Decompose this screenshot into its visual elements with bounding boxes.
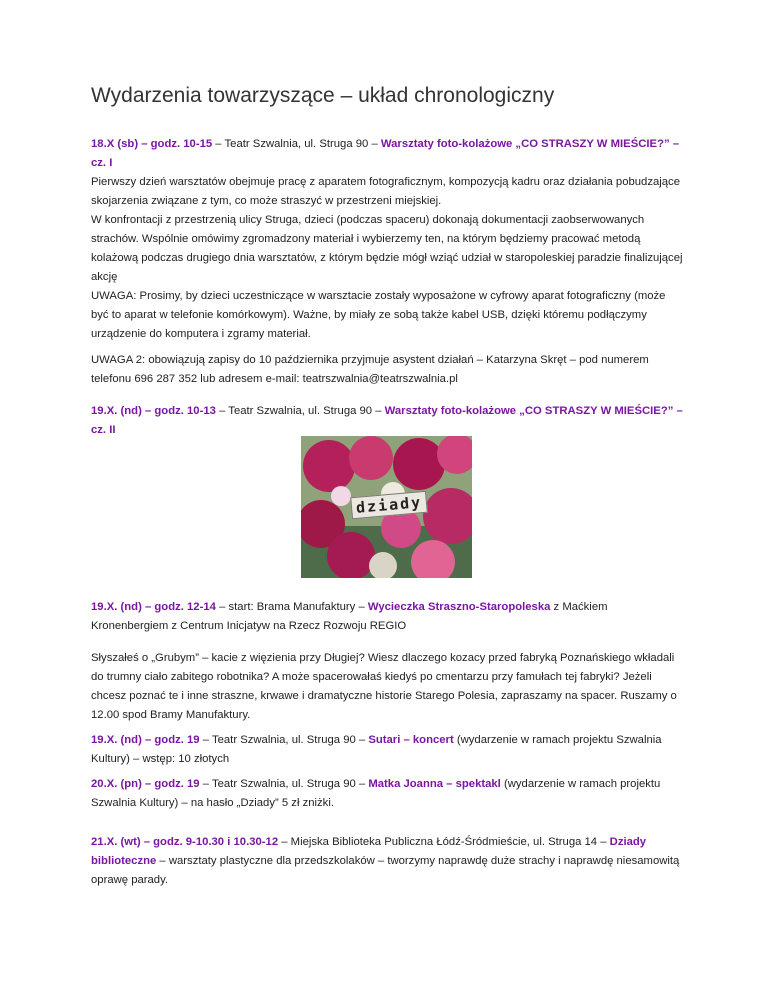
- page-title: Wydarzenia towarzyszące – układ chronologiczny: [91, 84, 555, 107]
- event-description: Pierwszy dzień warsztatów obejmuje pracę z aparatem fotograficznym, kompozycją kadru oraz działania pobudzające skojarzenia związane z tym, co może straszyć w przestrzeni miejskiej.: [91, 176, 680, 207]
- event-title: Warsztaty foto-kolażowe „CO STRASZY W MIEŚCIE?” – cz. II: [91, 405, 683, 436]
- event-header: [91, 833, 683, 890]
- event-block: [91, 775, 683, 813]
- event-block: [91, 402, 683, 440]
- event-header: [91, 135, 683, 173]
- event-title: Sutari – koncert: [368, 734, 454, 746]
- event-description: Słyszałeś o „Grubym” – kacie z więzienia przy Długiej? Wiesz dlaczego kozacy przed fabryką Poznańskiego wkładali do trumny ciało zabitego robotnika? A może spacerowałaś kiedyś po cmentarzu przy famułach tej fabryki? Jeżeli chcesz poznać te i inne straszne, krwawe i dramatyczne historie Starego Polesia, zapraszamy na spacer. Ruszamy o 12.00 spod Bramy Manufaktury.: [91, 652, 677, 721]
- event-header: [91, 402, 683, 440]
- note-text: UWAGA: Prosimy, by dzieci uczestniczące w warsztacie zostały wyposażone w cyfrowy aparat fotograficzny (może być to aparat w telefonie komórkowym). Ważne, by miały ze sobą także kabel USB, dzięki któremu podłączymy urządzenie do komputera i zgramy materiał.: [91, 290, 666, 340]
- event-header: [91, 731, 683, 769]
- event-date: 19.X. (nd) – godz. 19: [91, 734, 200, 746]
- event-block: [91, 833, 683, 890]
- event-description: W konfrontacji z przestrzenią ulicy Struga, dzieci (podczas spaceru) dokonają dokumentacji zaobserwowanych strachów. Wspólnie omówimy zgromadzony materiał i wybierzemy ten, na którym będziemy pracować metodą kolażową podczas drugiego dnia warsztatów, z którym będzie mógł wziąć udział w staropoleskiej paradzie finalizującej akcję: [91, 214, 683, 283]
- note-block: [91, 287, 683, 344]
- event-date: 18.X (sb) – godz. 10-15: [91, 138, 213, 150]
- event-block: [91, 598, 683, 636]
- event-title: Matka Joanna – spektakl: [368, 778, 501, 790]
- event-place: – Miejska Biblioteka Publiczna Łódź-Śródmieście, ul. Struga 14 –: [278, 836, 610, 848]
- event-place: – start: Brama Manufaktury –: [215, 601, 368, 613]
- event-title: Dziady biblioteczne: [91, 836, 647, 867]
- event-details: – warsztaty plastyczne dla przedszkolaków – tworzymy naprawdę duże strachy i naprawdę niesamowitą oprawę parady.: [91, 855, 680, 886]
- event-title: Warsztaty foto-kolażowe „CO STRASZY W MIEŚCIE?” – cz. I: [91, 138, 680, 169]
- event-details: z Maćkiem Kronenbergiem z Centrum Inicjatyw na Rzecz Rozwoju REGIO: [91, 601, 608, 632]
- event-details: (wydarzenie w ramach projektu Szwalnia Kultury) – wstęp: 10 złotych: [91, 734, 662, 765]
- event-date: 19.X. (nd) – godz. 12-14: [91, 601, 216, 613]
- event-details: (wydarzenie w ramach projektu Szwalnia Kultury) – na hasło „Dziady” 5 zł zniżki.: [91, 778, 661, 809]
- event-place: – Teatr Szwalnia, ul. Struga 90 –: [215, 405, 385, 417]
- event-date: 21.X. (wt) – godz. 9-10.30 i 10.30-12: [91, 836, 279, 848]
- event-place: – Teatr Szwalnia, ul. Struga 90 –: [212, 138, 381, 150]
- event-place: – Teatr Szwalnia, ul. Struga 90 –: [199, 778, 369, 790]
- event-block: [91, 649, 683, 725]
- dziady-flowers-image: [301, 436, 472, 578]
- event-header: [91, 775, 683, 813]
- event-place: – Teatr Szwalnia, ul. Struga 90 –: [199, 734, 369, 746]
- image-caption: dziady: [350, 491, 428, 520]
- event-date: 20.X. (pn) – godz. 19: [91, 778, 200, 790]
- note-block: [91, 351, 683, 389]
- event-date: 19.X. (nd) – godz. 10-13: [91, 405, 216, 417]
- event-title: Wycieczka Straszno-Staropoleska: [367, 601, 551, 613]
- event-header: [91, 598, 683, 636]
- event-block: [91, 135, 683, 287]
- note-text: UWAGA 2: obowiązują zapisy do 10 października przyjmuje asystent działań – Katarzyna Skręt – pod numerem telefonu 696 287 352 lub adresem e-mail: teatrszwalnia@teatrszwalnia.pl: [91, 354, 649, 385]
- event-block: [91, 731, 683, 769]
